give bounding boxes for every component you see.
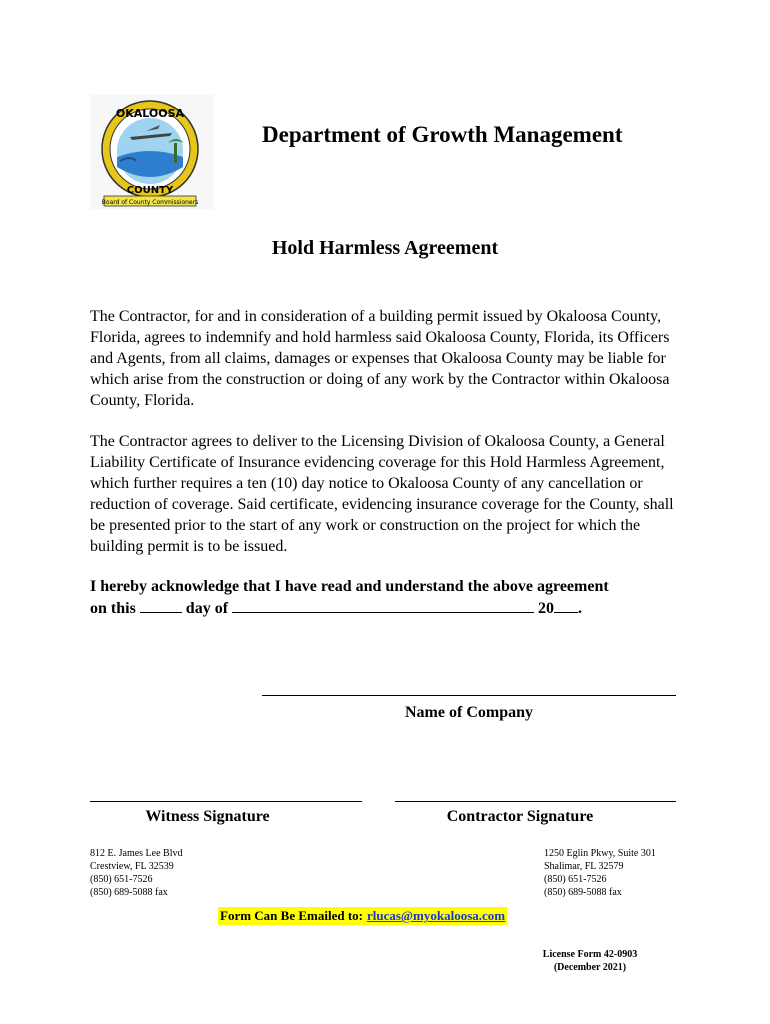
ack-line-1: I hereby acknowledge that I have read and understand the above agreement: [90, 578, 609, 595]
agreement-paragraph-2: The Contractor agrees to deliver to the Licensing Division of Okaloosa County, a General Liability Certificate of Insurance evidencing coverage for this Hold Harmless Agreement, which further requires a ten (10) day notice to Okaloosa County of any cancellation or reduction of coverage. Said certificate, evidencing insurance coverage for the County, shall be presented prior to the start of any work or construction on the project for which the building permit is to be issued.: [90, 433, 674, 555]
ack-on-this: on this: [90, 600, 136, 617]
ack-period: .: [578, 600, 583, 617]
form-number-footer: [510, 948, 670, 974]
department-title: Department of Growth Management: [262, 122, 623, 147]
agreement-paragraph-1: The Contractor, for and in consideration of a building permit issued by Okaloosa County, Florida, agrees to indemnify and hold harmless said Okaloosa County, Florida, its Officers and Agents, from all claims, damages or expenses that Okaloosa County may be liable for which arise from the construction or doing of any work by the Contractor within Okaloosa County, Florida.: [90, 308, 670, 409]
address-line: 812 E. James Lee Blvd: [90, 848, 183, 859]
shalimar-office-address: [544, 847, 656, 899]
seal-graphic: [90, 95, 214, 209]
fax-line: (850) 689-5088 fax: [90, 887, 168, 898]
address-line: Crestview, FL 32539: [90, 861, 174, 872]
acknowledgement-statement: [90, 576, 690, 620]
form-revision-date: (December 2021): [553, 962, 627, 973]
email-instruction: [218, 907, 507, 925]
form-number: License Form 42-0903: [542, 949, 638, 960]
day-blank-field[interactable]: [140, 598, 182, 613]
phone-line: (850) 651-7526: [544, 874, 607, 885]
email-link[interactable]: rlucas@myokaloosa.com: [366, 908, 506, 923]
ack-day-of: day of: [185, 600, 229, 617]
fax-line: (850) 689-5088 fax: [544, 887, 622, 898]
company-name-line[interactable]: [262, 695, 676, 696]
seal-text-bottom: COUNTY: [126, 185, 174, 196]
contractor-signature-label: Contractor Signature: [446, 808, 594, 825]
month-blank-field[interactable]: [232, 598, 534, 613]
witness-signature-label: Witness Signature: [145, 808, 270, 825]
company-name-label: Name of Company: [405, 704, 533, 721]
address-line: Shalimar, FL 32579: [544, 861, 624, 872]
email-label: Form Can Be Emailed to:: [220, 908, 363, 923]
seal-banner-text: Board of County Commissioners: [101, 199, 199, 206]
witness-signature-line[interactable]: [90, 801, 362, 802]
contractor-signature-line[interactable]: [395, 801, 676, 802]
phone-line: (850) 651-7526: [90, 874, 153, 885]
document-title: Hold Harmless Agreement: [271, 237, 499, 259]
ack-year: 20: [538, 600, 555, 617]
address-line: 1250 Eglin Pkwy, Suite 301: [544, 848, 656, 859]
county-seal-logo: [90, 95, 214, 209]
year-blank-field[interactable]: [554, 598, 578, 613]
crestview-office-address: [90, 847, 182, 899]
seal-text-top: OKALOOSA: [115, 107, 185, 120]
